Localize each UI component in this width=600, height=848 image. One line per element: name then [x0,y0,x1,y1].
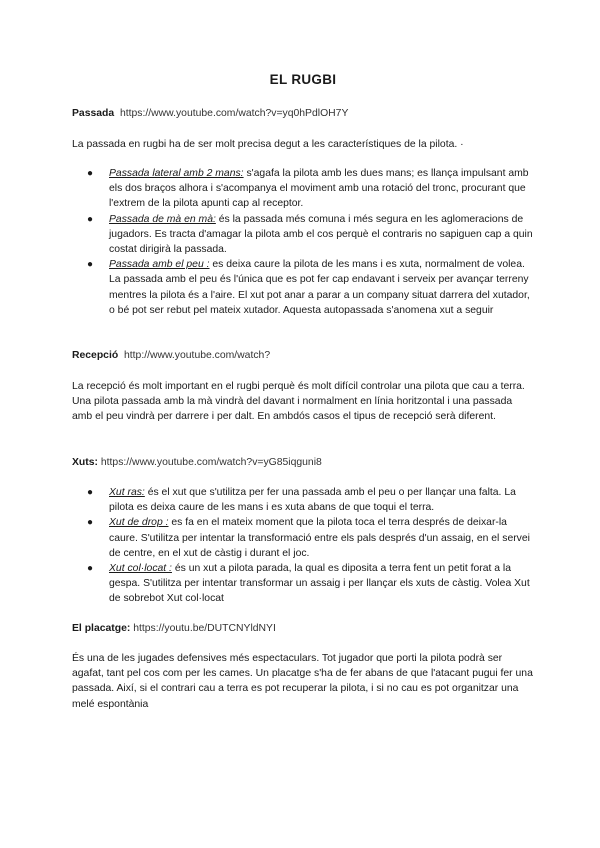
bullet-term: Xut ras: [109,487,145,498]
passada-intro: La passada en rugbi ha de ser molt precisa degut a les característiques de la pilota. · [72,139,464,150]
list-item [72,166,534,212]
list-item [72,515,534,561]
placatge-label: El placatge: [72,623,131,634]
placatge-link[interactable]: https://youtu.be/DUTCNYldNYI [133,623,276,634]
passada-list [72,166,534,318]
xuts-link[interactable]: https://www.youtube.com/watch?v=yG85iqguni8 [100,457,322,468]
bullet-text: es fa en el mateix moment que la pilota toca el terra després de deixar-la caure. S'utilitza per intentar la transformació entre els pals després d'un assaig, en el servei de centre, en el xut de càstig i durant el joc. [109,517,530,559]
placatge-heading [72,621,276,636]
list-item [72,212,534,258]
bullet-icon: ● [87,168,94,179]
recepcio-link[interactable]: http://www.youtube.com/watch? [123,350,271,361]
list-item [72,485,534,515]
recepcio-text: La recepció és molt important en el rugbi perquè és molt difícil controlar una pilota que cau a terra. Una pilota passada amb la mà vindrà del davant i normalment en línia horitzontal i una passada amb el peu vindrà per darrere i per dalt. En ambdós casos el tipus de recepció serà diferent. [72,381,525,423]
bullet-term: Passada de mà en mà: [109,213,216,225]
document-title: EL RUGBI [269,72,337,87]
passada-heading [72,106,348,121]
bullet-text: es deixa caure la pilota de les mans i es xuta, normalment de volea. La passada amb el peu és l'única que es pot fer cap endavant i serveix per avançar terreny mentres la pilota és a l'aire. El xut pot anar a parar a un company situat darrera del xutador, o bé pot ser rebut pel mateix xutador. Aquesta autopassada s'anomena xut a seguir [109,259,530,316]
bullet-text: s'agafa la pilota amb les dues mans; es llança impulsant amb els dos braços alhora i s'acompanya el moviment amb una rotació del tronc, procurant que l'extrem de la pilota apunti cap al receptor. [109,168,529,210]
recepcio-label: Recepció [72,350,119,361]
bullet-icon: ● [87,517,94,529]
placatge-text: És una de les jugades defensives més espectaculars. Tot jugador que porti la pilota podrà ser agafat, tant pel cos com per les cames. Un placatge s'ha de fer abans de que l'atacant pugui fer una passada. Així, si el contrari cau a terra es pot recuperar la pilota, i si no cau es pot organitzar una melé espontània [72,653,533,710]
bullet-term: Xut de drop : [109,517,169,529]
list-item [72,257,534,318]
bullet-term: Passada amb el peu : [109,259,210,271]
bullet-term: Passada lateral amb 2 mans: [109,168,244,179]
xuts-heading [72,455,322,470]
bullet-text: és un xut a pilota parada, la qual es diposita a terra fent un petit forat a la gespa. S'utilitza per intentar transformar un assaig i per llançar els xuts de càstig. Volea Xut de sobrebot Xut col·locat [109,563,530,605]
bullet-icon: ● [87,487,94,498]
passada-link[interactable]: https://www.youtube.com/watch?v=yq0hPdlOH7Y [119,108,349,119]
bullet-term: Xut col·locat : [109,563,172,575]
recepcio-heading [72,348,270,363]
passada-label: Passada [72,108,115,119]
bullet-icon: ● [87,563,94,575]
list-item [72,561,534,607]
bullet-icon: ● [87,213,94,225]
bullet-icon: ● [87,259,94,271]
xuts-label: Xuts: [72,457,98,468]
bullet-text: és la passada més comuna i més segura en les aglomeracions de jugadors. Es tracta d'amagar la pilota amb el cos perquè el contraris no sapiguen cap a quin costat dirigirà la passada. [109,213,533,256]
xuts-list [72,485,534,607]
bullet-text: és el xut que s'utilitza per fer una passada amb el peu o per llançar una falta. La pilota es deixa caure de les mans i es xuta abans de que toqui el terra. [109,487,516,514]
